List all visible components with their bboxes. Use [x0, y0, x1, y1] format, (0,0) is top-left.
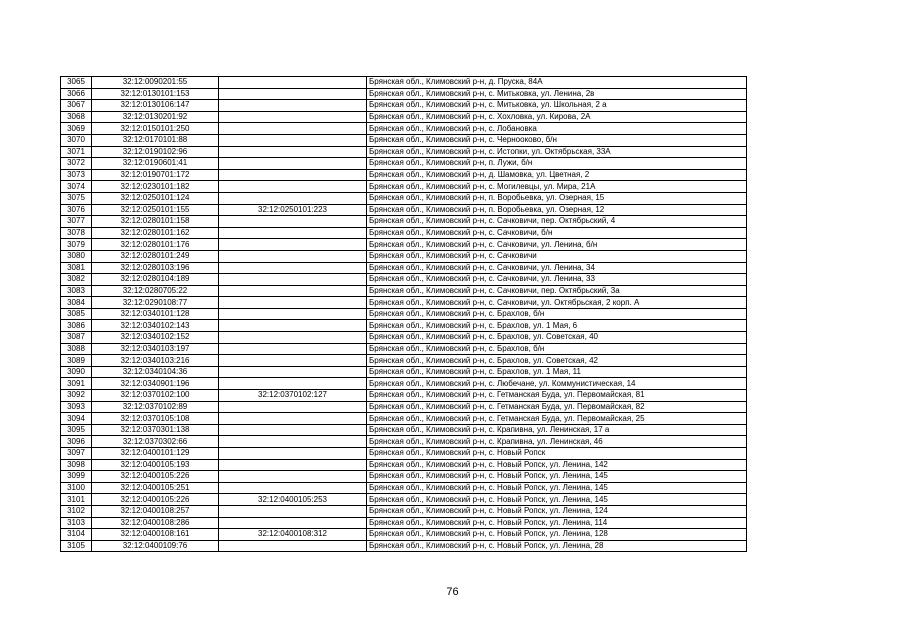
address-cell: Брянская обл., Климовский р-н, с. Могилевцы, ул. Мира, 21А	[367, 181, 747, 193]
linked-cadastral-number-cell	[219, 436, 367, 448]
cadastral-number-cell: 32:12:0400108:286	[92, 517, 219, 529]
linked-cadastral-number-cell	[219, 366, 367, 378]
table-row	[61, 436, 747, 448]
linked-cadastral-number-cell	[219, 192, 367, 204]
table-row	[61, 146, 747, 158]
linked-cadastral-number-cell	[219, 343, 367, 355]
table-row	[61, 320, 747, 332]
address-cell: Брянская обл., Климовский р-н, с. Гетманская Буда, ул. Первомайская, 25	[367, 413, 747, 425]
address-cell: Брянская обл., Климовский р-н, с. Сачковичи, ул. Ленина, б/н	[367, 239, 747, 251]
linked-cadastral-number-cell	[219, 517, 367, 529]
row-number-cell: 3086	[61, 320, 92, 332]
linked-cadastral-number-cell	[219, 401, 367, 413]
cadastral-number-cell: 32:12:0130106:147	[92, 100, 219, 112]
linked-cadastral-number-cell	[219, 320, 367, 332]
table-row	[61, 529, 747, 541]
linked-cadastral-number-cell	[219, 77, 367, 89]
row-number-cell: 3098	[61, 459, 92, 471]
linked-cadastral-number-cell	[219, 181, 367, 193]
row-number-cell: 3096	[61, 436, 92, 448]
cadastral-number-cell: 32:12:0340103:216	[92, 355, 219, 367]
table-row	[61, 343, 747, 355]
address-cell: Брянская обл., Климовский р-н, с. Новый Ропск, ул. Ленина, 142	[367, 459, 747, 471]
address-cell: Брянская обл., Климовский р-н, с. Хохловка, ул. Кирова, 2А	[367, 111, 747, 123]
row-number-cell: 3078	[61, 227, 92, 239]
table-row	[61, 471, 747, 483]
row-number-cell: 3088	[61, 343, 92, 355]
address-cell: Брянская обл., Климовский р-н, с. Крапивна, ул. Ленинская, 46	[367, 436, 747, 448]
cadastral-number-cell: 32:12:0280103:196	[92, 262, 219, 274]
cadastral-number-cell: 32:12:0170101:88	[92, 134, 219, 146]
cadastral-number-cell: 32:12:0280705:22	[92, 285, 219, 297]
address-cell: Брянская обл., Климовский р-н, с. Новый Ропск, ул. Ленина, 28	[367, 540, 747, 552]
row-number-cell: 3101	[61, 494, 92, 506]
registry-table	[60, 76, 747, 552]
row-number-cell: 3095	[61, 424, 92, 436]
linked-cadastral-number-cell	[219, 111, 367, 123]
row-number-cell: 3092	[61, 390, 92, 402]
linked-cadastral-number-cell	[219, 158, 367, 170]
linked-cadastral-number-cell	[219, 308, 367, 320]
linked-cadastral-number-cell	[219, 262, 367, 274]
address-cell: Брянская обл., Климовский р-н, с. Сачковичи	[367, 250, 747, 262]
row-number-cell: 3077	[61, 216, 92, 228]
table-row	[61, 227, 747, 239]
address-cell: Брянская обл., Климовский р-н, с. Новый Ропск	[367, 448, 747, 460]
row-number-cell: 3103	[61, 517, 92, 529]
address-cell: Брянская обл., Климовский р-н, с. Брахлов, ул. 1 Мая, 11	[367, 366, 747, 378]
linked-cadastral-number-cell	[219, 216, 367, 228]
row-number-cell: 3069	[61, 123, 92, 135]
cadastral-number-cell: 32:12:0340101:128	[92, 308, 219, 320]
linked-cadastral-number-cell: 32:12:0370102:127	[219, 390, 367, 402]
cadastral-number-cell: 32:12:0090201:55	[92, 77, 219, 89]
table-row	[61, 413, 747, 425]
linked-cadastral-number-cell	[219, 285, 367, 297]
cadastral-number-cell: 32:12:0340103:197	[92, 343, 219, 355]
table-row	[61, 482, 747, 494]
row-number-cell: 3076	[61, 204, 92, 216]
address-cell: Брянская обл., Климовский р-н, с. Крапивна, ул. Ленинская, 17 а	[367, 424, 747, 436]
row-number-cell: 3099	[61, 471, 92, 483]
cadastral-number-cell: 32:12:0370302:66	[92, 436, 219, 448]
table-row	[61, 390, 747, 402]
row-number-cell: 3087	[61, 332, 92, 344]
cadastral-number-cell: 32:12:0400105:251	[92, 482, 219, 494]
address-cell: Брянская обл., Климовский р-н, с. Лобановка	[367, 123, 747, 135]
row-number-cell: 3089	[61, 355, 92, 367]
row-number-cell: 3091	[61, 378, 92, 390]
address-cell: Брянская обл., Климовский р-н, с. Чернооково, б/н	[367, 134, 747, 146]
cadastral-number-cell: 32:12:0400108:257	[92, 505, 219, 517]
table-row	[61, 448, 747, 460]
table-row	[61, 158, 747, 170]
table-row	[61, 274, 747, 286]
cadastral-number-cell: 32:12:0190102:96	[92, 146, 219, 158]
cadastral-number-cell: 32:12:0370105:108	[92, 413, 219, 425]
row-number-cell: 3105	[61, 540, 92, 552]
table-row	[61, 366, 747, 378]
table-row	[61, 517, 747, 529]
cadastral-number-cell: 32:12:0290108:77	[92, 297, 219, 309]
row-number-cell: 3079	[61, 239, 92, 251]
row-number-cell: 3100	[61, 482, 92, 494]
table-row	[61, 181, 747, 193]
linked-cadastral-number-cell	[219, 355, 367, 367]
address-cell: Брянская обл., Климовский р-н, д. Шамовка, ул. Цветная, 2	[367, 169, 747, 181]
cadastral-number-cell: 32:12:0400109:76	[92, 540, 219, 552]
cadastral-number-cell: 32:12:0370301:138	[92, 424, 219, 436]
address-cell: Брянская обл., Климовский р-н, с. Митьковка, ул. Ленина, 2в	[367, 88, 747, 100]
linked-cadastral-number-cell	[219, 540, 367, 552]
cadastral-number-cell: 32:12:0400105:226	[92, 471, 219, 483]
address-cell: Брянская обл., Климовский р-н, с. Сачковичи, б/н	[367, 227, 747, 239]
table-row	[61, 192, 747, 204]
cadastral-number-cell: 32:12:0280104:189	[92, 274, 219, 286]
cadastral-number-cell: 32:12:0400101:129	[92, 448, 219, 460]
linked-cadastral-number-cell	[219, 505, 367, 517]
row-number-cell: 3071	[61, 146, 92, 158]
cadastral-number-cell: 32:12:0250101:124	[92, 192, 219, 204]
page-number: 76	[446, 586, 459, 598]
address-cell: Брянская обл., Климовский р-н, с. Истопки, ул. Октябрьская, 33А	[367, 146, 747, 158]
cadastral-number-cell: 32:12:0190601:41	[92, 158, 219, 170]
linked-cadastral-number-cell: 32:12:0250101:223	[219, 204, 367, 216]
row-number-cell: 3082	[61, 274, 92, 286]
cadastral-number-cell: 32:12:0130201:92	[92, 111, 219, 123]
cadastral-number-cell: 32:12:0190701:172	[92, 169, 219, 181]
cadastral-number-cell: 32:12:0150101:250	[92, 123, 219, 135]
linked-cadastral-number-cell	[219, 123, 367, 135]
linked-cadastral-number-cell	[219, 482, 367, 494]
cadastral-number-cell: 32:12:0280101:249	[92, 250, 219, 262]
row-number-cell: 3093	[61, 401, 92, 413]
linked-cadastral-number-cell	[219, 227, 367, 239]
address-cell: Брянская обл., Климовский р-н, с. Любечане, ул. Коммунистическая, 14	[367, 378, 747, 390]
address-cell: Брянская обл., Климовский р-н, с. Гетманская Буда, ул. Первомайская, 81	[367, 390, 747, 402]
address-cell: Брянская обл., Климовский р-н, с. Брахлов, ул. Советская, 40	[367, 332, 747, 344]
cadastral-number-cell: 32:12:0340104:36	[92, 366, 219, 378]
table-row	[61, 216, 747, 228]
table-row	[61, 204, 747, 216]
linked-cadastral-number-cell	[219, 250, 367, 262]
table-row	[61, 540, 747, 552]
address-cell: Брянская обл., Климовский р-н, с. Новый Ропск, ул. Ленина, 145	[367, 482, 747, 494]
address-cell: Брянская обл., Климовский р-н, с. Новый Ропск, ул. Ленина, 145	[367, 471, 747, 483]
row-number-cell: 3073	[61, 169, 92, 181]
cadastral-number-cell: 32:12:0230101:182	[92, 181, 219, 193]
row-number-cell: 3065	[61, 77, 92, 89]
table-row	[61, 88, 747, 100]
address-cell: Брянская обл., Климовский р-н, с. Сачковичи, ул. Октябрьская, 2 корп. А	[367, 297, 747, 309]
row-number-cell: 3085	[61, 308, 92, 320]
cadastral-number-cell: 32:12:0370102:100	[92, 390, 219, 402]
table-row	[61, 459, 747, 471]
row-number-cell: 3094	[61, 413, 92, 425]
table-row	[61, 494, 747, 506]
table-row	[61, 355, 747, 367]
cadastral-number-cell: 32:12:0130101:153	[92, 88, 219, 100]
address-cell: Брянская обл., Климовский р-н, с. Новый Ропск, ул. Ленина, 124	[367, 505, 747, 517]
address-cell: Брянская обл., Климовский р-н, с. Сачковичи, ул. Ленина, 33	[367, 274, 747, 286]
row-number-cell: 3080	[61, 250, 92, 262]
row-number-cell: 3090	[61, 366, 92, 378]
table-row	[61, 134, 747, 146]
row-number-cell: 3068	[61, 111, 92, 123]
linked-cadastral-number-cell	[219, 471, 367, 483]
address-cell: Брянская обл., Климовский р-н, с. Сачковичи, пер. Октябрьский, 4	[367, 216, 747, 228]
row-number-cell: 3075	[61, 192, 92, 204]
cadastral-number-cell: 32:12:0340102:152	[92, 332, 219, 344]
cadastral-number-cell: 32:12:0280101:176	[92, 239, 219, 251]
cadastral-number-cell: 32:12:0400105:226	[92, 494, 219, 506]
linked-cadastral-number-cell	[219, 332, 367, 344]
address-cell: Брянская обл., Климовский р-н, с. Сачковичи, пер. Октябрьский, 3а	[367, 285, 747, 297]
table-row	[61, 401, 747, 413]
address-cell: Брянская обл., Климовский р-н, с. Сачковичи, ул. Ленина, 34	[367, 262, 747, 274]
row-number-cell: 3072	[61, 158, 92, 170]
table-row	[61, 250, 747, 262]
linked-cadastral-number-cell	[219, 448, 367, 460]
linked-cadastral-number-cell: 32:12:0400108:312	[219, 529, 367, 541]
address-cell: Брянская обл., Климовский р-н, с. Брахлов, ул. Советская, 42	[367, 355, 747, 367]
address-cell: Брянская обл., Климовский р-н, с. Митьковка, ул. Школьная, 2 а	[367, 100, 747, 112]
cadastral-number-cell: 32:12:0400105:193	[92, 459, 219, 471]
row-number-cell: 3102	[61, 505, 92, 517]
linked-cadastral-number-cell	[219, 100, 367, 112]
table-row	[61, 297, 747, 309]
cadastral-number-cell: 32:12:0280101:158	[92, 216, 219, 228]
linked-cadastral-number-cell	[219, 274, 367, 286]
linked-cadastral-number-cell	[219, 413, 367, 425]
address-cell: Брянская обл., Климовский р-н, п. Воробьевка, ул. Озерная, 15	[367, 192, 747, 204]
address-cell: Брянская обл., Климовский р-н, с. Гетманская Буда, ул. Первомайская, 82	[367, 401, 747, 413]
row-number-cell: 3097	[61, 448, 92, 460]
row-number-cell: 3067	[61, 100, 92, 112]
address-cell: Брянская обл., Климовский р-н, с. Новый Ропск, ул. Ленина, 128	[367, 529, 747, 541]
table-row	[61, 239, 747, 251]
row-number-cell: 3084	[61, 297, 92, 309]
cadastral-number-cell: 32:12:0340901:196	[92, 378, 219, 390]
address-cell: Брянская обл., Климовский р-н, п. Лужи, б/н	[367, 158, 747, 170]
row-number-cell: 3070	[61, 134, 92, 146]
row-number-cell: 3074	[61, 181, 92, 193]
table-row	[61, 332, 747, 344]
address-cell: Брянская обл., Климовский р-н, с. Брахлов, б/н	[367, 343, 747, 355]
address-cell: Брянская обл., Климовский р-н, с. Новый Ропск, ул. Ленина, 145	[367, 494, 747, 506]
linked-cadastral-number-cell	[219, 297, 367, 309]
table-row	[61, 111, 747, 123]
address-cell: Брянская обл., Климовский р-н, с. Брахлов, ул. 1 Мая, 6	[367, 320, 747, 332]
linked-cadastral-number-cell: 32:12:0400105:253	[219, 494, 367, 506]
linked-cadastral-number-cell	[219, 146, 367, 158]
address-cell: Брянская обл., Климовский р-н, д. Пруска, 84А	[367, 77, 747, 89]
row-number-cell: 3066	[61, 88, 92, 100]
linked-cadastral-number-cell	[219, 424, 367, 436]
table-row	[61, 505, 747, 517]
address-cell: Брянская обл., Климовский р-н, с. Брахлов, б/н	[367, 308, 747, 320]
linked-cadastral-number-cell	[219, 239, 367, 251]
cadastral-number-cell: 32:12:0370102:89	[92, 401, 219, 413]
cadastral-number-cell: 32:12:0340102:143	[92, 320, 219, 332]
table-row	[61, 100, 747, 112]
linked-cadastral-number-cell	[219, 88, 367, 100]
registry-table-body	[61, 77, 747, 552]
table-row	[61, 378, 747, 390]
table-row	[61, 123, 747, 135]
cadastral-number-cell: 32:12:0280101:162	[92, 227, 219, 239]
row-number-cell: 3104	[61, 529, 92, 541]
cadastral-number-cell: 32:12:0250101:155	[92, 204, 219, 216]
table-row	[61, 285, 747, 297]
table-row	[61, 169, 747, 181]
table-row	[61, 424, 747, 436]
linked-cadastral-number-cell	[219, 169, 367, 181]
table-row	[61, 77, 747, 89]
row-number-cell: 3081	[61, 262, 92, 274]
cadastral-number-cell: 32:12:0400108:161	[92, 529, 219, 541]
address-cell: Брянская обл., Климовский р-н, с. Новый Ропск, ул. Ленина, 114	[367, 517, 747, 529]
linked-cadastral-number-cell	[219, 378, 367, 390]
table-row	[61, 262, 747, 274]
address-cell: Брянская обл., Климовский р-н, п. Воробьевка, ул. Озерная, 12	[367, 204, 747, 216]
linked-cadastral-number-cell	[219, 459, 367, 471]
row-number-cell: 3083	[61, 285, 92, 297]
table-row	[61, 308, 747, 320]
linked-cadastral-number-cell	[219, 134, 367, 146]
